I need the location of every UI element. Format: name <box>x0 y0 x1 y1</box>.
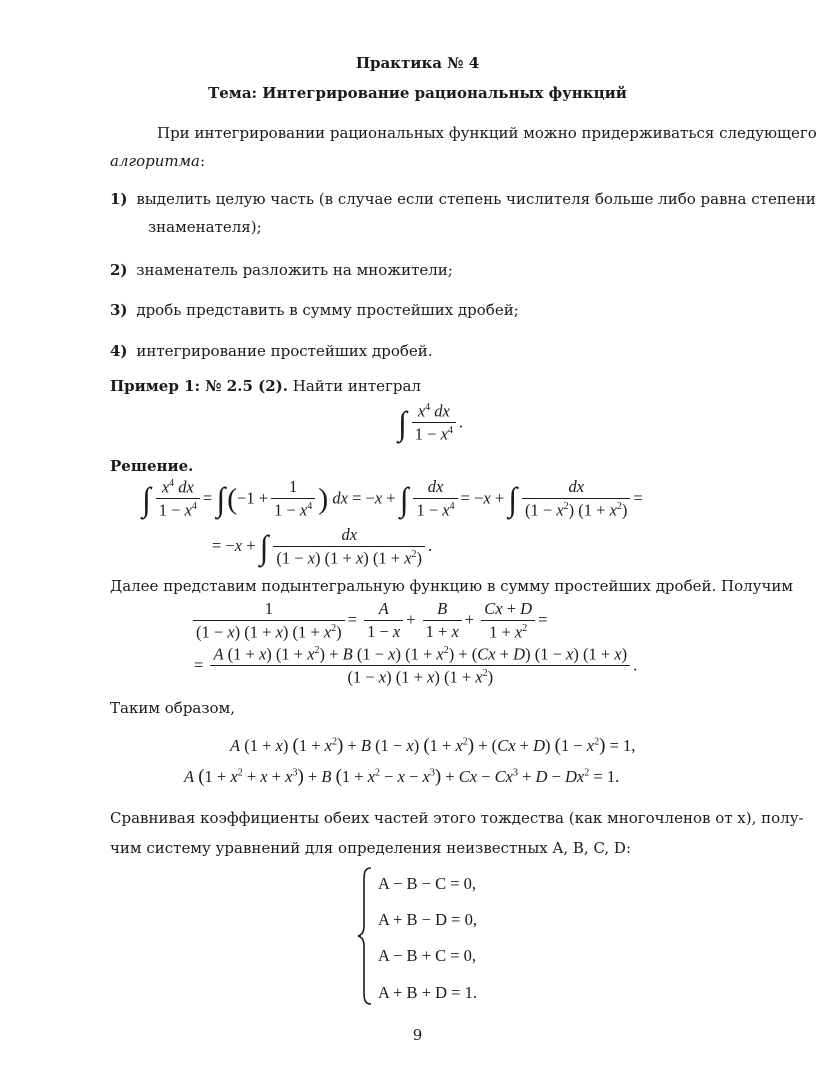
paragraph-compare-line-2: чим систему уравнений для определения неизвестных A, B, C, D: <box>110 839 632 857</box>
formula-identity-line-1: A (1 + x) $(1 + x^2) + B$ (1 − x) $(1 + x^2) + (Cx + D)$ $(1 - x^2) = 1$, <box>230 735 636 756</box>
system-equation-1: A − B − C = 0, <box>378 874 477 893</box>
step-1 <box>110 190 816 208</box>
formula-solution-line-1: ∫ $\frac{x^4 dx}{1 - x^4}$ = ∫(−1 + $\frac{1}{1 - x^4}$ ) dx = −x + ∫ $\frac{dx}{1 - x^4}$ = −x + ∫ $\frac{dx}{(1 - x^2) (1 + x^2)}$ = <box>142 477 643 520</box>
example-label: Пример 1: № 2.5 (2). <box>110 377 288 395</box>
step-3-number: 3) <box>110 301 128 319</box>
page-title: Практика № 4 <box>355 54 480 72</box>
system-equation-4: A + B + D = 1. <box>378 983 477 1002</box>
system-brace <box>355 866 375 1006</box>
step-4-text: интегрирование простейших дробей. <box>136 342 433 360</box>
step-3-text: дробь представить в сумму простейших дробей; <box>136 301 519 319</box>
solution-label: Решение. <box>110 457 194 475</box>
step-1-continuation: знаменателя); <box>148 218 262 236</box>
system-equation-2: A + B − D = 0, <box>378 910 477 929</box>
algorithm-word: алгоритма <box>110 152 200 170</box>
formula-decomposition-line-1: $\frac{1}{(1 - x) (1 + x) (1 + x^2)}$ = $\frac{A}{1 - x}$ + $\frac{B}{1 + x}$ + $\frac{Cx + D}{1 + x^2}$ = <box>190 600 547 642</box>
paragraph-compare-line-1: Сравнивая коэффициенты обеих частей этого тождества (как многочленов от x), полу- <box>110 809 804 827</box>
paragraph-thus: Таким образом, <box>110 699 236 717</box>
step-1-number: 1) <box>110 190 128 208</box>
step-1-text: выделить целую часть (в случае если степень числителя больше либо равна степени <box>136 190 816 208</box>
step-2-number: 2) <box>110 261 128 279</box>
system-equation-3: A − B + C = 0, <box>378 946 477 965</box>
step-4 <box>110 342 433 360</box>
formula-decomposition-line-2: = A (1 + x) $(1 + x^2) + B$ (1 − x) $(1 + x^2) + (Cx + D)$ (1 − x) (1 + x) (1 − x) (1 + x) $(1 + x^2)$ . <box>194 644 638 687</box>
topic-title: Тема: Интегрирование рациональных функций <box>208 84 627 102</box>
formula-identity-line-2: A $(1 + x^2 + x + x^3) + B$ $(1 + x^2 - x - x^3) + Cx - Cx^3 + D - Dx^2 = 1$. <box>184 766 620 787</box>
intro-text: При интегрировании рациональных функций можно придерживаться следующего <box>157 124 817 142</box>
step-2 <box>110 261 453 279</box>
page-number: 9 <box>412 1026 423 1044</box>
step-2-text: знаменатель разложить на множители; <box>136 261 453 279</box>
algorithm-colon: : <box>199 152 206 170</box>
example-task: Найти интеграл <box>292 377 421 395</box>
intro-algorithm <box>110 152 205 170</box>
paragraph-partial-fractions: Далее представим подынтегральную функцию в сумму простейших дробей. Получим <box>110 577 794 595</box>
step-3 <box>110 301 519 319</box>
step-4-number: 4) <box>110 342 128 360</box>
example-heading <box>110 377 421 395</box>
formula-solution-line-2: = −x + ∫ $\frac{dx}{(1 - x) (1 + x) (1 + x^2)}$ . <box>212 525 433 568</box>
formula-example-integral: ∫ $\frac{x^4 dx}{1 - x^4}$ . <box>398 401 464 444</box>
